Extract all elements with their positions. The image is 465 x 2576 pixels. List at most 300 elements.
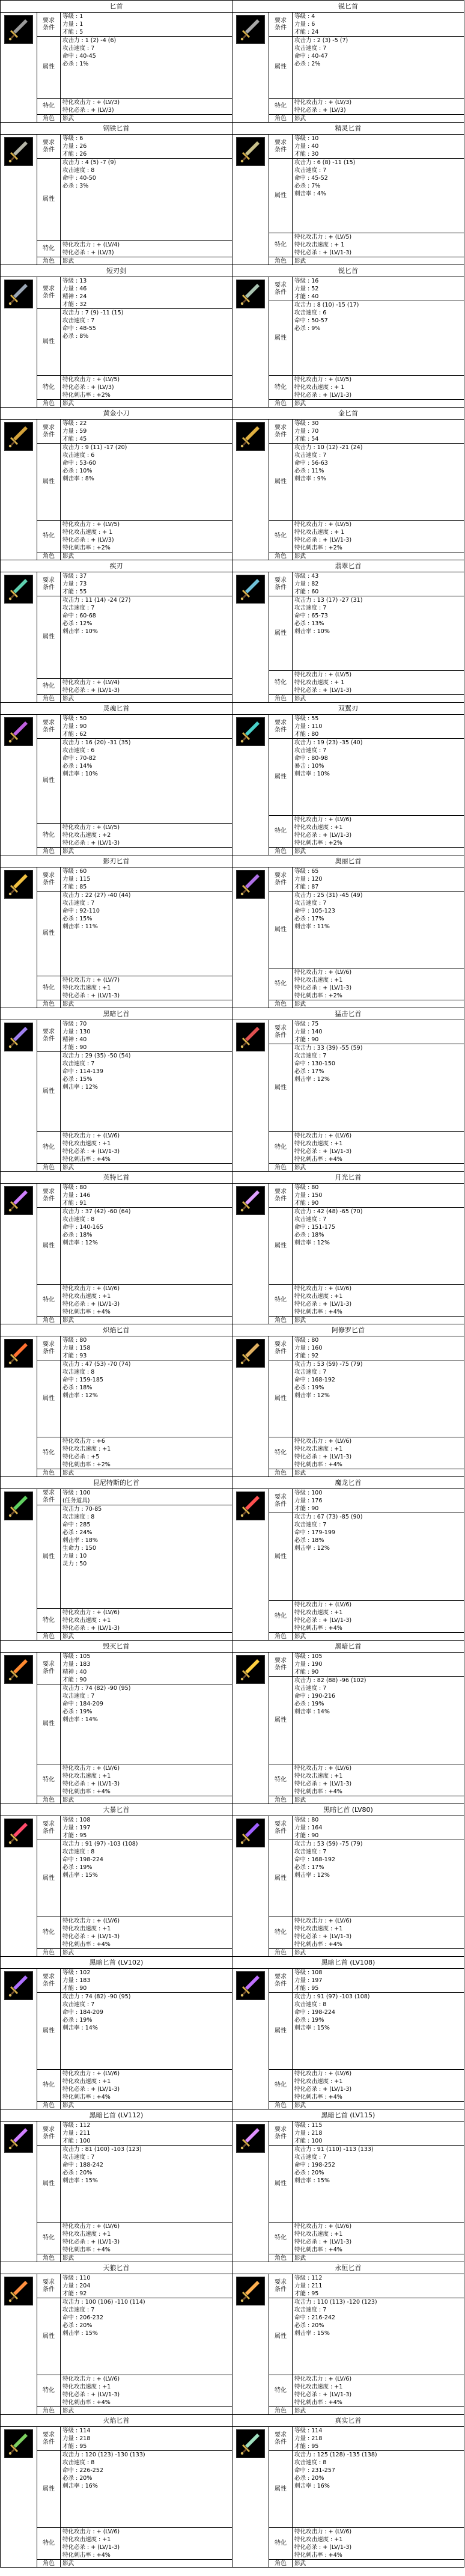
dagger-icon [4, 1655, 33, 1684]
attribute-line: 刺击率 : 12% [294, 1545, 330, 1552]
weapon-stats [269, 1020, 464, 1172]
dagger-icon-graphic [237, 870, 264, 898]
dagger-icon [236, 1971, 265, 2000]
attribute-line: 刺击率 : 10% [294, 771, 330, 777]
attribute-block-label: 属性 [269, 301, 293, 375]
requirement-block [37, 1184, 232, 1208]
attribute-line: 命中 : 168-192 [294, 1856, 335, 1863]
dagger-grip [11, 2296, 15, 2300]
requirement-block-values [61, 1653, 232, 1684]
weapon-card [0, 265, 232, 408]
weapon-card-body [232, 1184, 464, 1324]
requirement-line: 等级 : 112 [294, 2275, 323, 2281]
attribute-line: 命中 : 40-45 [62, 53, 96, 60]
special-line: 特化攻击速度 : + 1 [294, 242, 345, 248]
weapon-name: 真实匕首 [232, 2415, 464, 2427]
requirement-block-label: 要求 条件 [37, 2122, 61, 2145]
attribute-block [269, 2298, 464, 2375]
dagger-grip [11, 1358, 15, 1362]
weapon-icon-column [232, 2274, 269, 2415]
dagger-pommel [9, 2147, 11, 2149]
special-block [37, 1764, 232, 1796]
requirement-block [269, 420, 464, 444]
dagger-pommel [241, 160, 243, 162]
requirement-block-values [61, 1489, 232, 1505]
attribute-block [37, 309, 232, 376]
attribute-block-values [293, 301, 464, 375]
attribute-block [37, 159, 232, 241]
attribute-block-label: 属性 [37, 892, 61, 976]
dagger-pommel [9, 1841, 11, 1844]
dagger-grip [243, 1674, 247, 1678]
attribute-line: 命中 : 70-82 [62, 755, 96, 762]
requirement-block [269, 572, 464, 596]
attribute-line: 攻击力 : 7 (9) -11 (15) [62, 310, 124, 316]
special-block-label: 特化 [37, 1437, 61, 1469]
special-line: 特化攻击力 : + (LV/6) [294, 2223, 352, 2230]
special-line: 特化刺击率 : +2% [62, 392, 111, 399]
attribute-line: 必杀 : 20% [62, 2475, 93, 2482]
requirement-line: 等级 : 65 [294, 868, 319, 875]
requirement-line: 等级 : 30 [294, 420, 319, 427]
special-block-values [293, 99, 464, 114]
attribute-line: 刺击率 : 15% [62, 2177, 98, 2184]
requirement-block [37, 867, 232, 892]
weapon-icon-column [232, 715, 269, 855]
attribute-block-label: 属性 [37, 2298, 61, 2375]
requirement-block [37, 1489, 232, 1505]
special-block-values [61, 241, 232, 257]
attribute-block-values [61, 596, 232, 678]
dagger-grip [11, 1205, 15, 1210]
requirement-line: 等级 : 80 [294, 1337, 319, 1344]
weapon-icon-column [1, 1489, 37, 1641]
weapon-row [0, 1804, 465, 1956]
requirement-block [269, 2122, 464, 2146]
weapon-stats [37, 420, 232, 560]
attribute-block-values [293, 1840, 464, 1917]
dagger-grip [11, 2449, 15, 2453]
special-block-label: 特化 [269, 2375, 293, 2406]
requirement-block-label: 要求 条件 [37, 1489, 61, 1505]
requirement-line: 等级 : 108 [294, 1969, 323, 1976]
role-label: 角色 [37, 2254, 61, 2262]
requirement-line: 才能 : 92 [294, 1353, 319, 1359]
requirement-line: 力量 : 73 [62, 581, 87, 587]
special-block [269, 671, 464, 695]
role-value: 影武 [294, 2102, 306, 2109]
weapon-card-body [232, 13, 464, 123]
weapon-icon-column [1, 277, 37, 408]
dagger-icon [236, 870, 265, 899]
attribute-block-label: 属性 [37, 2451, 61, 2527]
weapon-card [0, 1956, 232, 2109]
requirement-line: 才能 : 30 [294, 151, 319, 158]
role-label: 角色 [269, 2407, 293, 2415]
dagger-icon [236, 1819, 265, 1847]
weapon-card-body [1, 1489, 232, 1641]
dagger-pommel [241, 1678, 243, 1680]
role-value: 影武 [294, 258, 306, 265]
requirement-line: 等级 : 110 [62, 2275, 91, 2281]
requirement-block-values [61, 1816, 232, 1840]
dagger-icon [4, 717, 33, 746]
special-block [37, 1609, 232, 1633]
weapon-icon-column [232, 420, 269, 560]
attribute-line: 必杀 : 3% [62, 183, 89, 189]
requirement-block [37, 277, 232, 309]
role-value: 影武 [294, 1470, 306, 1476]
role-value: 影武 [294, 696, 306, 702]
weapon-card [232, 855, 464, 1008]
requirement-line: 才能 : 55 [62, 589, 87, 595]
special-block [269, 1601, 464, 1633]
special-block-label: 特化 [269, 1437, 293, 1469]
requirement-line: 才能 : 90 [62, 1044, 87, 1051]
weapon-icon-column [1, 715, 37, 855]
special-line: 特化攻击速度 : +1 [62, 1926, 111, 1932]
requirement-block-label: 要求 条件 [37, 1816, 61, 1840]
special-line: 特化攻击力 : + (LV/6) [62, 2529, 120, 2535]
special-line: 特化攻击力 : + (LV/6) [62, 2376, 120, 2382]
dagger-blade [245, 579, 260, 593]
special-line: 特化必杀 : + (LV/3) [62, 384, 114, 391]
requirement-block-values [61, 867, 232, 891]
dagger-pommel [9, 445, 11, 447]
weapon-name: 黑暗匕首 (LV115) [232, 2109, 464, 2122]
requirement-block-label: 要求 条件 [269, 1184, 293, 1207]
attribute-block-values [293, 1513, 464, 1600]
attribute-line: 命中 : 114-139 [62, 1068, 103, 1075]
attribute-line: 刺击率 : 15% [62, 1872, 98, 1879]
dagger-icon-graphic [237, 1492, 264, 1520]
attribute-line: 刺击率 : 12% [62, 1240, 98, 1246]
requirement-block-label: 要求 条件 [269, 1020, 293, 1044]
role-label: 角色 [37, 552, 61, 560]
weapon-icon-column [1, 2274, 37, 2415]
dagger-icon-graphic [5, 575, 32, 603]
attribute-block-values [293, 596, 464, 670]
special-block-values [61, 1437, 232, 1469]
weapon-icon-column [1, 1816, 37, 1957]
dagger-blade [245, 426, 260, 441]
role-value: 影武 [294, 553, 306, 560]
requirement-line: 等级 : 37 [62, 573, 87, 580]
requirement-block [269, 13, 464, 37]
special-line: 特化攻击速度 : +1 [294, 1773, 343, 1779]
role-label: 角色 [37, 400, 61, 408]
special-block-values [293, 233, 464, 257]
attribute-block [37, 2146, 232, 2223]
weapon-row [0, 1171, 465, 1324]
dagger-pommel [9, 2452, 11, 2455]
weapon-card-body [1, 13, 232, 123]
role-label: 角色 [269, 115, 293, 123]
dagger-pommel [9, 598, 11, 600]
attribute-line: 命中 : 92-110 [62, 908, 100, 914]
special-line: 特化刺击率 : +2% [294, 545, 342, 551]
dagger-icon [236, 137, 265, 166]
dagger-blade [13, 1343, 28, 1357]
special-line: 特化必杀 : + (LV/3) [62, 249, 114, 256]
weapon-row [0, 122, 465, 265]
weapon-card [0, 1324, 232, 1477]
requirement-block-values [293, 572, 464, 596]
special-line: 特化攻击力 : + (LV/6) [62, 1609, 120, 1616]
attribute-block [37, 1360, 232, 1437]
attribute-block [269, 1360, 464, 1437]
attribute-line: 必杀 : 17% [294, 916, 324, 922]
attribute-block-values [61, 2298, 232, 2375]
special-line: 特化攻击力 : + (LV/6) [294, 1438, 352, 1445]
weapon-card [232, 1640, 464, 1804]
dagger-icon [236, 422, 265, 451]
dagger-grip [11, 1511, 15, 1515]
role-value: 影武 [62, 400, 74, 407]
special-block [37, 2223, 232, 2254]
attribute-block-values [293, 37, 464, 98]
weapon-card [0, 1804, 232, 1957]
role-label: 角色 [37, 1000, 61, 1008]
weapon-card [232, 560, 464, 703]
weapon-name: 锐匕首 [232, 265, 464, 277]
weapon-card [232, 1804, 464, 1957]
weapon-icon-column [232, 2122, 269, 2262]
weapon-card-body [1, 2427, 232, 2568]
role-label: 角色 [37, 2102, 61, 2109]
requirement-line: 力量 : 164 [294, 1825, 323, 1831]
dagger-grip [11, 441, 15, 445]
requirement-block-label: 要求 条件 [37, 2274, 61, 2298]
special-block-label: 特化 [37, 2223, 61, 2254]
dagger-pommel [241, 1209, 243, 1211]
requirement-block-values [293, 135, 464, 158]
requirement-line: 才能 : 95 [62, 2443, 87, 2450]
attribute-line: 攻击力 : 53 (59) -75 (79) [294, 1361, 363, 1368]
special-line: 特化攻击速度 : + 1 [294, 529, 345, 536]
attribute-line: 攻击速度 : 7 [62, 900, 95, 907]
attribute-line: 攻击速度 : 6 [62, 747, 95, 754]
weapon-row [0, 407, 465, 560]
weapon-card [0, 1476, 232, 1641]
special-line: 特化刺击率 : +4% [62, 2247, 111, 2253]
weapon-card [0, 2262, 232, 2415]
dagger-blade [245, 1659, 260, 1674]
weapon-card-body [1, 1816, 232, 1957]
special-line: 特化攻击力 : + (LV/5) [294, 521, 352, 528]
attribute-line: 命中 : 184-209 [62, 2009, 103, 2016]
weapon-name: 匕首 [1, 1, 232, 13]
dagger-grip [243, 2143, 247, 2147]
attribute-block-values [61, 159, 232, 240]
dagger-icon-graphic [237, 1656, 264, 1683]
role-value: 影武 [62, 258, 74, 265]
special-line: 特化攻击速度 : +1 [294, 2078, 343, 2085]
weapon-row [0, 0, 465, 122]
special-line: 特化攻击速度 : + 1 [294, 679, 345, 686]
attribute-line: 必杀 : 17% [294, 1068, 324, 1075]
attribute-line: 必杀 : 20% [62, 2322, 93, 2329]
dagger-blade [245, 141, 260, 156]
role-label: 角色 [269, 1633, 293, 1641]
special-line: 特化攻击速度 : +1 [62, 2231, 111, 2238]
attribute-line: 命中 : 45-52 [294, 175, 328, 182]
special-line: 特化攻击力 : + (LV/6) [294, 1285, 352, 1292]
attribute-line: 必杀 : 24% [62, 1529, 93, 1536]
attribute-block [269, 37, 464, 99]
role-value: 影武 [62, 1797, 74, 1804]
requirement-block [37, 2274, 232, 2298]
special-line: 特化攻击速度 : +1 [294, 1926, 343, 1932]
attribute-block [269, 2451, 464, 2528]
special-block-label: 特化 [37, 521, 61, 552]
weapon-name: 天狼匕首 [1, 2262, 232, 2274]
requirement-block-label: 要求 条件 [269, 1489, 293, 1513]
special-block [37, 99, 232, 115]
requirement-line: 力量 : 59 [62, 428, 87, 435]
special-line: 特化必杀 : + (LV/1-3) [62, 1933, 120, 1940]
dagger-icon [4, 422, 33, 451]
attribute-block-values [293, 1360, 464, 1437]
dagger-grip [243, 2296, 247, 2300]
special-block-values [293, 376, 464, 399]
attribute-block-values [293, 892, 464, 968]
weapon-name: 疾刃 [1, 560, 232, 572]
special-block-label: 特化 [37, 376, 61, 399]
dagger-pommel [241, 302, 243, 305]
special-line: 特化攻击速度 : +1 [294, 1446, 343, 1452]
requirement-line: (任务道具) [62, 1498, 90, 1504]
special-block-label: 特化 [269, 1285, 293, 1316]
dagger-icon-graphic [5, 16, 32, 43]
dagger-icon [4, 2429, 33, 2458]
attribute-line: 灵力 : 50 [62, 1561, 87, 1567]
requirement-block [37, 1020, 232, 1052]
attribute-line: 刺击率 : 12% [294, 1076, 330, 1083]
special-line: 特化攻击力 : + (LV/6) [294, 1602, 352, 1608]
special-block [37, 679, 232, 695]
requirement-block [37, 572, 232, 596]
requirement-line: 才能 : 40 [294, 293, 319, 300]
weapon-card [232, 2414, 464, 2568]
attribute-block-values [293, 1208, 464, 1284]
special-block-label: 特化 [37, 2528, 61, 2559]
requirement-block-label: 要求 条件 [37, 572, 61, 596]
requirement-line: 力量 : 218 [294, 2130, 323, 2137]
attribute-line: 攻击速度 : 8 [62, 1849, 95, 1855]
attribute-line: 必杀 : 8% [62, 333, 89, 340]
requirement-line: 等级 : 10 [294, 135, 319, 142]
attribute-line: 攻击力 : 1 (2) -4 (6) [62, 37, 117, 44]
attribute-line: 命中 : 184-209 [62, 1701, 103, 1707]
special-block [269, 2375, 464, 2407]
dagger-blade [245, 1975, 260, 1990]
requirement-line: 力量 : 204 [62, 2283, 91, 2289]
weapon-icon-column [1, 2427, 37, 2568]
weapon-row [0, 2262, 465, 2414]
dagger-icon [4, 1186, 33, 1215]
attribute-line: 攻击速度 : 7 [62, 317, 95, 324]
requirement-line: 力量 : 176 [294, 1498, 323, 1504]
requirement-line: 力量 : 1 [62, 21, 84, 28]
weapon-name: 黄金小刀 [1, 408, 232, 420]
requirement-line: 力量 : 190 [294, 1661, 323, 1668]
attribute-line: 攻击力 : 74 (82) -90 (95) [62, 1685, 131, 1692]
special-line: 特化必杀 : + (LV/1-3) [294, 1781, 352, 1787]
attribute-line: 攻击力 : 13 (17) -27 (31) [294, 597, 363, 604]
dagger-grip [11, 889, 15, 893]
requirement-line: 才能 : 90 [62, 1985, 87, 1992]
attribute-line: 刺击率 : 10% [62, 771, 98, 777]
requirement-line: 才能 : 90 [294, 1832, 319, 1839]
weapon-card-body [1, 135, 232, 265]
requirement-block-values [293, 2122, 464, 2145]
requirement-line: 才能 : 26 [62, 151, 87, 158]
requirement-block [269, 1653, 464, 1677]
attribute-line: 命中 : 50-57 [294, 317, 328, 324]
attribute-block-label: 属性 [37, 1208, 61, 1284]
dagger-pommel [9, 1994, 11, 1996]
weapon-icon-column [1, 572, 37, 703]
weapon-stats [269, 2427, 464, 2568]
requirement-block-values [61, 1336, 232, 1360]
requirement-block [37, 135, 232, 159]
special-block-label: 特化 [37, 1132, 61, 1163]
dagger-grip [243, 299, 247, 303]
requirement-block-values [293, 420, 464, 443]
requirement-block-values [293, 1969, 464, 1992]
special-line: 特化刺击率 : +4% [294, 1309, 342, 1315]
weapon-card-body [232, 867, 464, 1008]
requirement-line: 等级 : 105 [294, 1653, 323, 1660]
requirement-line: 才能 : 95 [294, 1985, 319, 1992]
attribute-block-label: 属性 [269, 1677, 293, 1764]
weapon-row [0, 2414, 465, 2567]
special-block-values [293, 2070, 464, 2101]
attribute-line: 刺击率 : 11% [294, 923, 330, 930]
dagger-icon-graphic [237, 575, 264, 603]
requirement-block-values [293, 13, 464, 36]
weapon-card-body [232, 715, 464, 855]
special-line: 特化攻击力 : + (LV/5) [294, 376, 352, 383]
requirement-line: 等级 : 50 [62, 715, 87, 722]
attribute-line: 攻击速度 : 7 [62, 2154, 95, 2161]
dagger-icon-graphic [237, 1023, 264, 1051]
special-block-values [293, 1601, 464, 1632]
special-line: 特化刺击率 : +4% [62, 2399, 111, 2406]
weapon-stats [269, 1184, 464, 1324]
special-block-label: 特化 [37, 1285, 61, 1316]
weapon-icon-column [1, 1653, 37, 1804]
attribute-line: 命中 : 216-242 [294, 2314, 335, 2321]
weapon-stats [37, 277, 232, 408]
dagger-icon [4, 2277, 33, 2305]
attribute-line: 刺击率 : 15% [62, 2330, 98, 2337]
special-line: 特化攻击力 : + (LV/6) [62, 1918, 120, 1924]
requirement-block [37, 2122, 232, 2146]
requirement-block [37, 13, 232, 37]
role-value: 影武 [62, 696, 74, 702]
special-line: 特化刺击率 : +4% [294, 1156, 342, 1163]
requirement-block-values [293, 1336, 464, 1360]
requirement-line: 才能 : 92 [62, 2290, 87, 2297]
dagger-pommel [9, 740, 11, 742]
role-value: 影武 [294, 2408, 306, 2414]
special-line: 特化攻击速度 : +1 [62, 1446, 111, 1452]
attribute-line: 攻击速度 : 8 [294, 2001, 327, 2008]
weapon-card-body [232, 1969, 464, 2109]
dagger-icon [4, 1491, 33, 1520]
